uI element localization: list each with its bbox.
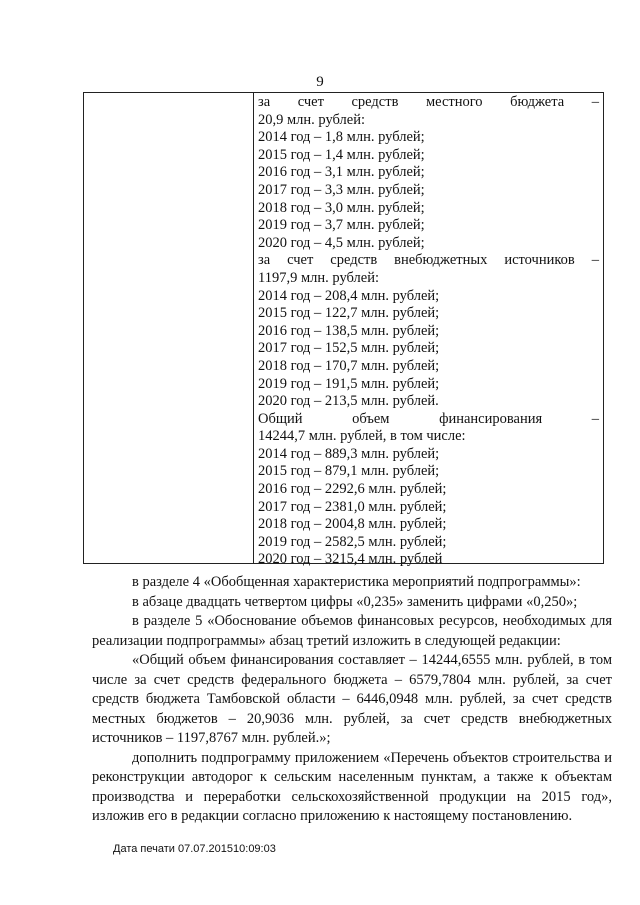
- total-year-line: 2019 год – 2582,5 млн. рублей;: [258, 533, 447, 550]
- extra-year-line: 2015 год – 122,7 млн. рублей;: [258, 305, 440, 322]
- paragraph-appendix: дополнить подпрограмму приложением «Перечень объектов строительства и реконструкции автодорог к сельским населенным пунктам, а также к объектам производства и переработки сельскохозяйственной продукции на 2015 год», изложив его в редакции согласно приложению к настоящему постановлению.: [92, 749, 612, 824]
- local-year-line: 2015 год – 1,4 млн. рублей;: [258, 146, 425, 163]
- extra-year-line: 2018 год – 170,7 млн. рублей;: [258, 357, 440, 374]
- total-financing-total: 14244,7 млн. рублей, в том числе:: [258, 428, 466, 445]
- total-year-line: 2017 год – 2381,0 млн. рублей;: [258, 498, 447, 515]
- total-year-line: 2015 год – 879,1 млн. рублей;: [258, 463, 440, 480]
- total-financing-heading: Общий объем финансирования –: [258, 410, 599, 427]
- paragraph-section4: в разделе 4 «Обобщенная характеристика мероприятий подпрограммы»:: [132, 574, 581, 590]
- extrabudget-total: 1197,9 млн. рублей:: [258, 269, 379, 286]
- total-year-line: 2016 год – 2292,6 млн. рублей;: [258, 481, 447, 498]
- financing-cell: [258, 94, 599, 569]
- extra-year-line: 2017 год – 152,5 млн. рублей;: [258, 340, 440, 357]
- total-year-line: 2014 год – 889,3 млн. рублей;: [258, 445, 440, 462]
- extra-year-line: 2014 год – 208,4 млн. рублей;: [258, 287, 440, 304]
- column-divider: [253, 93, 254, 563]
- extra-year-line: 2016 год – 138,5 млн. рублей;: [258, 322, 440, 339]
- paragraph-section5: в разделе 5 «Обоснование объемов финансовых ресурсов, необходимых для реализации подпрограммы» абзац третий изложить в следующей редакции:: [92, 613, 612, 649]
- local-budget-heading: за счет средств местного бюджета –: [258, 94, 599, 110]
- total-year-line: 2018 год – 2004,8 млн. рублей;: [258, 516, 447, 533]
- local-year-line: 2020 год – 4,5 млн. рублей;: [258, 234, 425, 251]
- print-date-footer: Дата печати 07.07.201510:09:03: [113, 843, 276, 855]
- local-year-line: 2018 год – 3,0 млн. рублей;: [258, 199, 425, 216]
- total-year-line: 2020 год – 3215,4 млн. рублей: [258, 551, 443, 568]
- page-number: 9: [316, 74, 324, 90]
- paragraph-quote: «Общий объем финансирования составляет – 14244,6555 млн. рублей, в том числе за счет средств федерального бюджета – 6579,7804 млн. рублей, за счет средств бюджета Тамбовской области – 6446,0948 млн. рублей, за счет средств местных бюджетов – 20,9036 млн. рублей, за счет средств внебюджетных источников – 1197,8767 млн. рублей.»;: [92, 652, 612, 746]
- local-year-line: 2019 год – 3,7 млн. рублей;: [258, 217, 425, 234]
- extra-year-line: 2019 год – 191,5 млн. рублей;: [258, 375, 440, 392]
- financing-table: [83, 92, 604, 568]
- document-body: [92, 573, 612, 827]
- local-year-line: 2016 год – 3,1 млн. рублей;: [258, 164, 425, 181]
- extrabudget-heading: за счет средств внебюджетных источников –: [258, 252, 599, 269]
- extra-year-line: 2020 год – 213,5 млн. рублей.: [258, 393, 439, 410]
- paragraph-figures: в абзаце двадцать четвертом цифры «0,235» заменить цифрами «0,250»;: [132, 593, 578, 610]
- local-year-line: 2014 год – 1,8 млн. рублей;: [258, 129, 425, 146]
- local-year-line: 2017 год – 3,3 млн. рублей;: [258, 181, 425, 198]
- local-budget-total: 20,9 млн. рублей:: [258, 111, 366, 128]
